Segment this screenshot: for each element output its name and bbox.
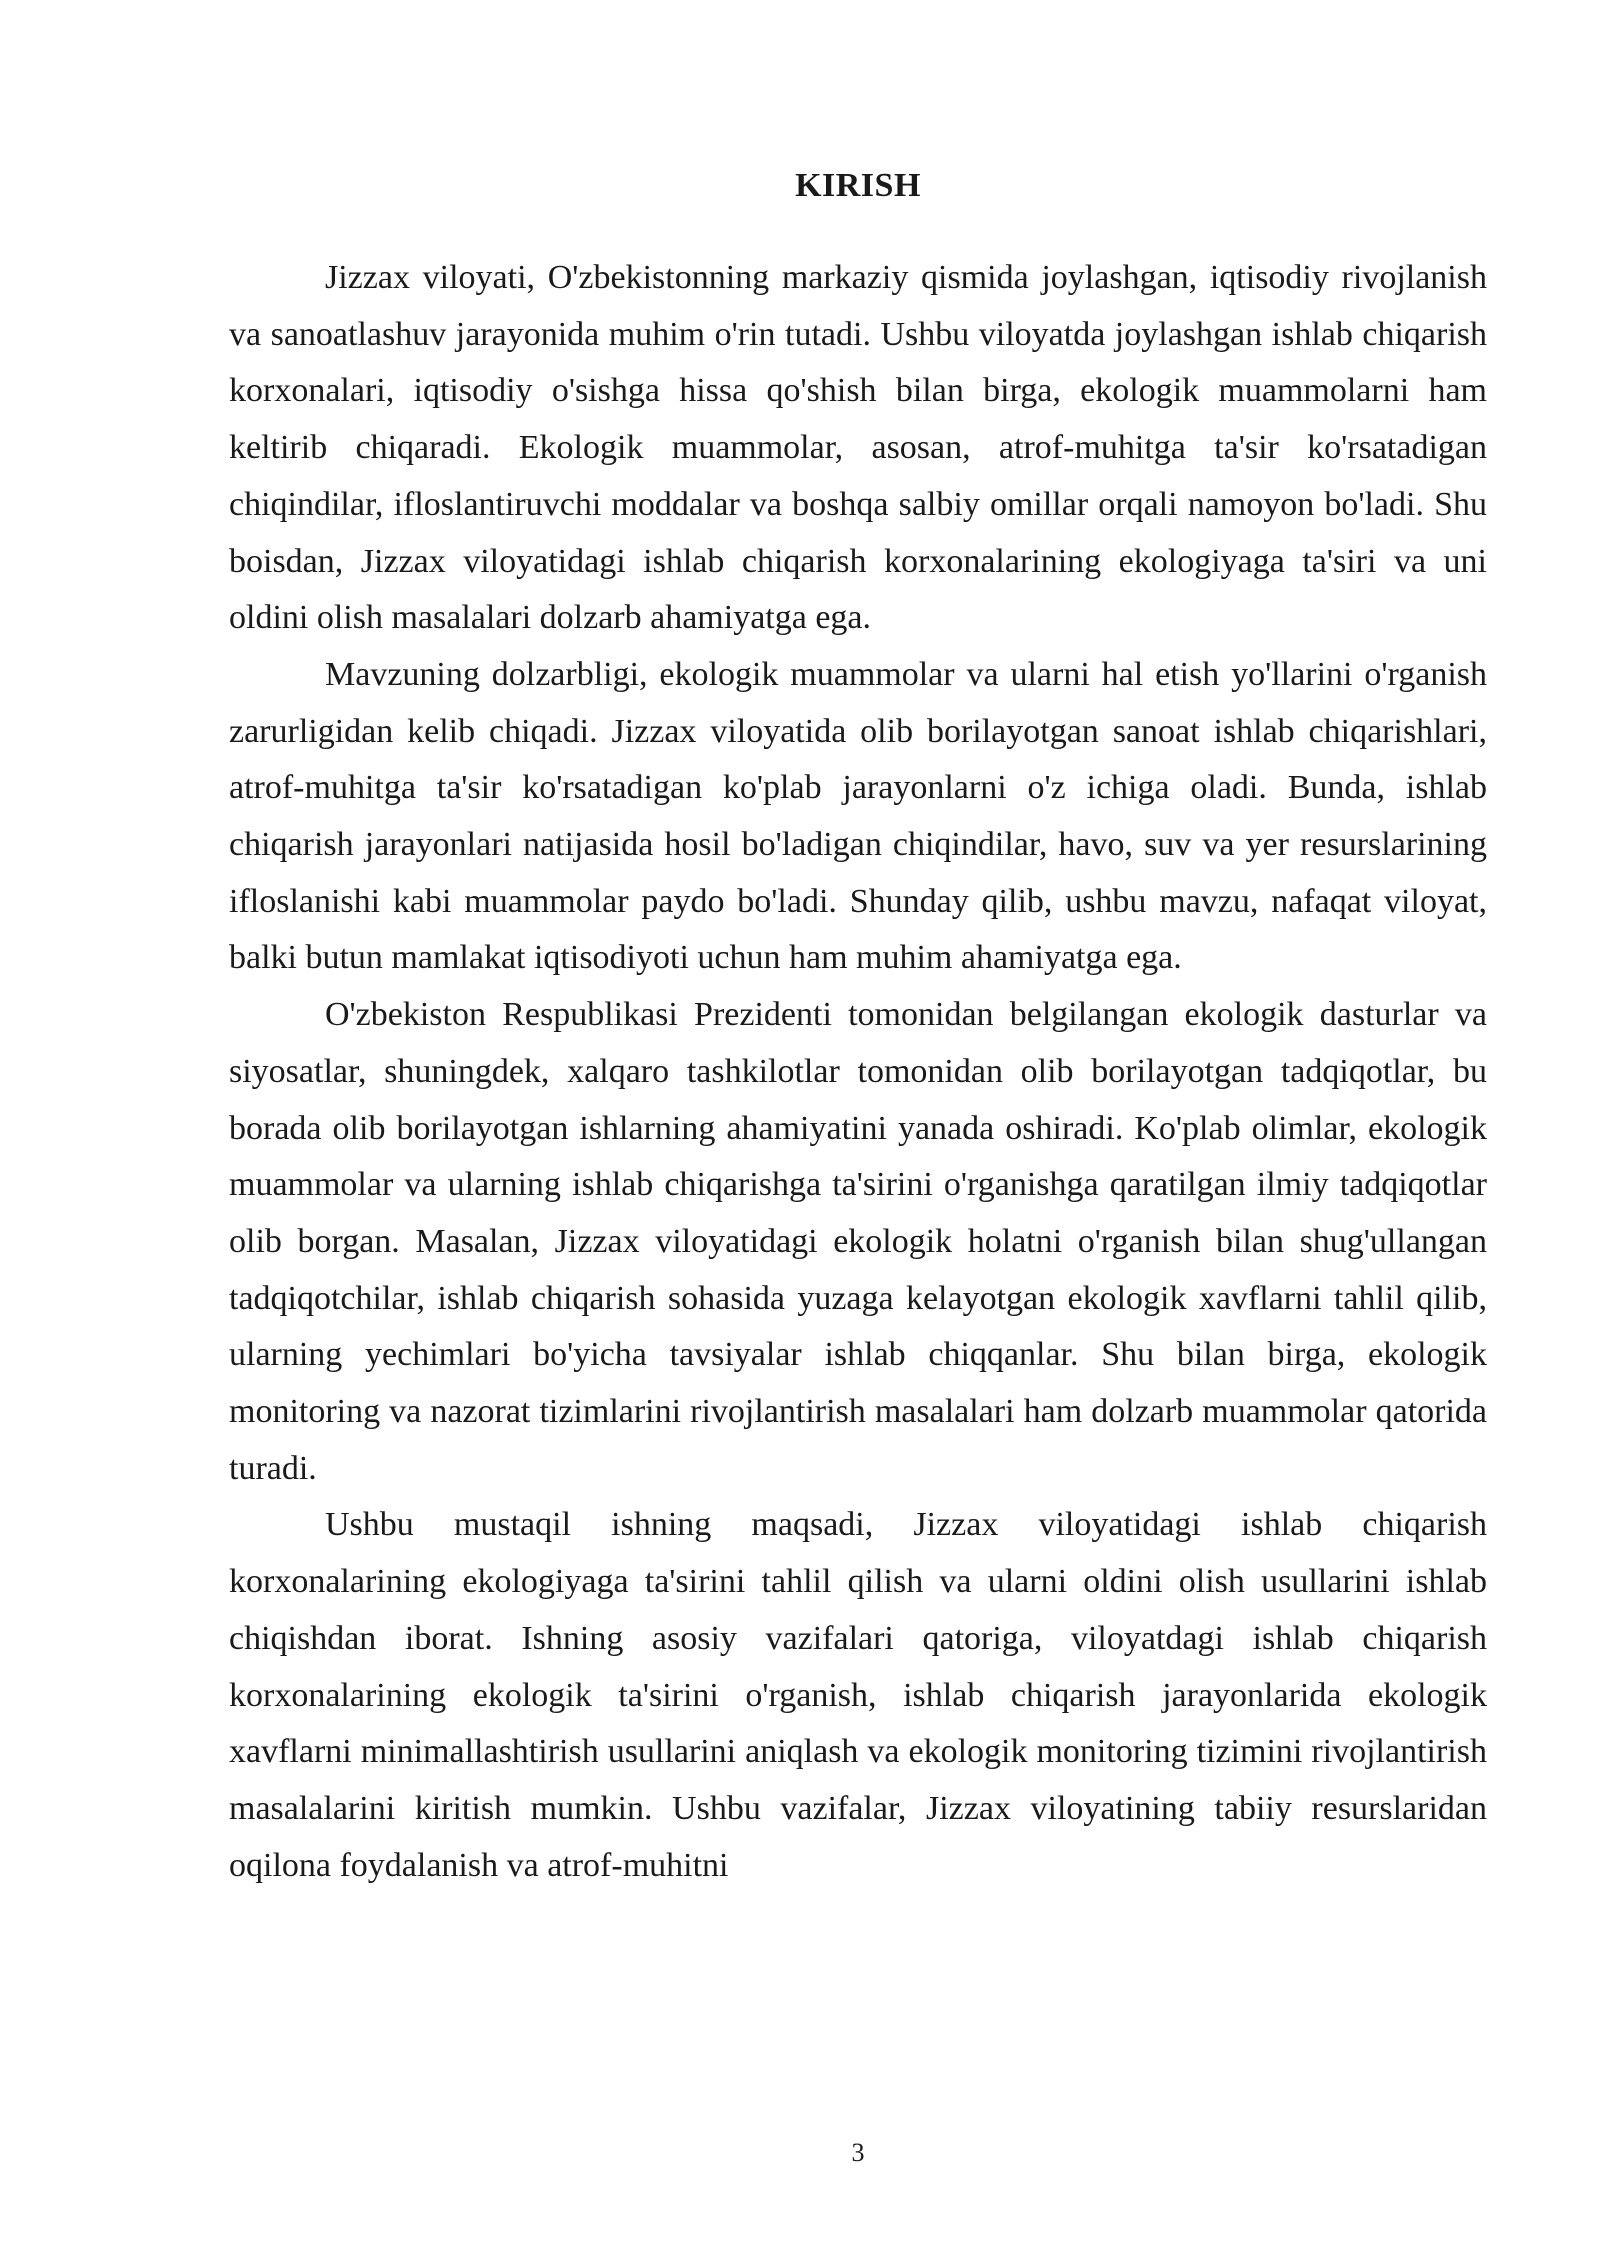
paragraph-1: Jizzax viloyati, O'zbekistonning markaziy qismida joylashgan, iqtisodiy rivojlanish va sanoatlashuv jarayonida muhim o'rin tutadi. Ushbu viloyatda joylashgan ishlab chiqarish korxonalari, iqtisodiy o'sishga hissa qo'shish bilan birga, ekologik muammolarni ham keltirib chiqaradi. Ekologik muammolar, asosan, atrof-muhitga ta'sir ko'rsatadigan chiqindilar, ifloslantiruvchi moddalar va boshqa salbiy omillar orqali namoyon bo'ladi. Shu boisdan, Jizzax viloyatidagi ishlab chiqarish korxonalarining ekologiyaga ta'siri va uni oldini olish masalalari dolzarb ahamiyatga ega. bbox=[229, 259, 1487, 637]
paragraph-4: Ushbu mustaqil ishning maqsadi, Jizzax viloyatidagi ishlab chiqarish korxonalarining ekologiyaga ta'sirini tahlil qilish va ularni oldini olish usullarini ishlab chiqishdan iborat. Ishning asosiy vazifalari qatoriga, viloyatdagi ishlab chiqarish korxonalarining ekologik ta'sirini o'rganish, ishlab chiqarish jarayonlarida ekologik xavflarni minimallashtirish usullarini aniqlash va ekologik monitoring tizimini rivojlantirish masalalarini kiritish mumkin. Ushbu vazifalar, Jizzax viloyatining tabiiy resurslaridan oqilona foydalanish va atrof-muhitni bbox=[229, 1506, 1487, 1884]
page-number: 3 bbox=[851, 2138, 865, 2167]
section-title: KIRISH bbox=[795, 167, 921, 204]
paragraph-3: O'zbekiston Respublikasi Prezidenti tomonidan belgilangan ekologik dasturlar va siyosatlar, shuningdek, xalqaro tashkilotlar tomonidan olib borilayotgan tadqiqotlar, bu borada olib borilayotgan ishlarning ahamiyatini yanada oshiradi. Ko'plab olimlar, ekologik muammolar va ularning ishlab chiqarishga ta'sirini o'rganishga qaratilgan ilmiy tadqiqotlar olib borgan. Masalan, Jizzax viloyatidagi ekologik holatni o'rganish bilan shug'ullangan tadqiqotchilar, ishlab chiqarish sohasida yuzaga kelayotgan ekologik xavflarni tahlil qilib, ularning yechimlari bo'yicha tavsiyalar ishlab chiqqanlar. Shu bilan birga, ekologik monitoring va nazorat tizimlarini rivojlantirish masalalari ham dolzarb muammolar qatorida turadi. bbox=[229, 996, 1487, 1487]
body-text bbox=[229, 250, 1487, 1894]
paragraph-2: Mavzuning dolzarbligi, ekologik muammolar va ularni hal etish yo'llarini o'rganish zarurligidan kelib chiqadi. Jizzax viloyatida olib borilayotgan sanoat ishlab chiqarishlari, atrof-muhitga ta'sir ko'rsatadigan ko'plab jarayonlarni o'z ichiga oladi. Bunda, ishlab chiqarish jarayonlari natijasida hosil bo'ladigan chiqindilar, havo, suv va yer resurslarining ifloslanishi kabi muammolar paydo bo'ladi. Shunday qilib, ushbu mavzu, nafaqat viloyat, balki butun mamlakat iqtisodiyoti uchun ham muhim ahamiyatga ega. bbox=[229, 655, 1487, 977]
